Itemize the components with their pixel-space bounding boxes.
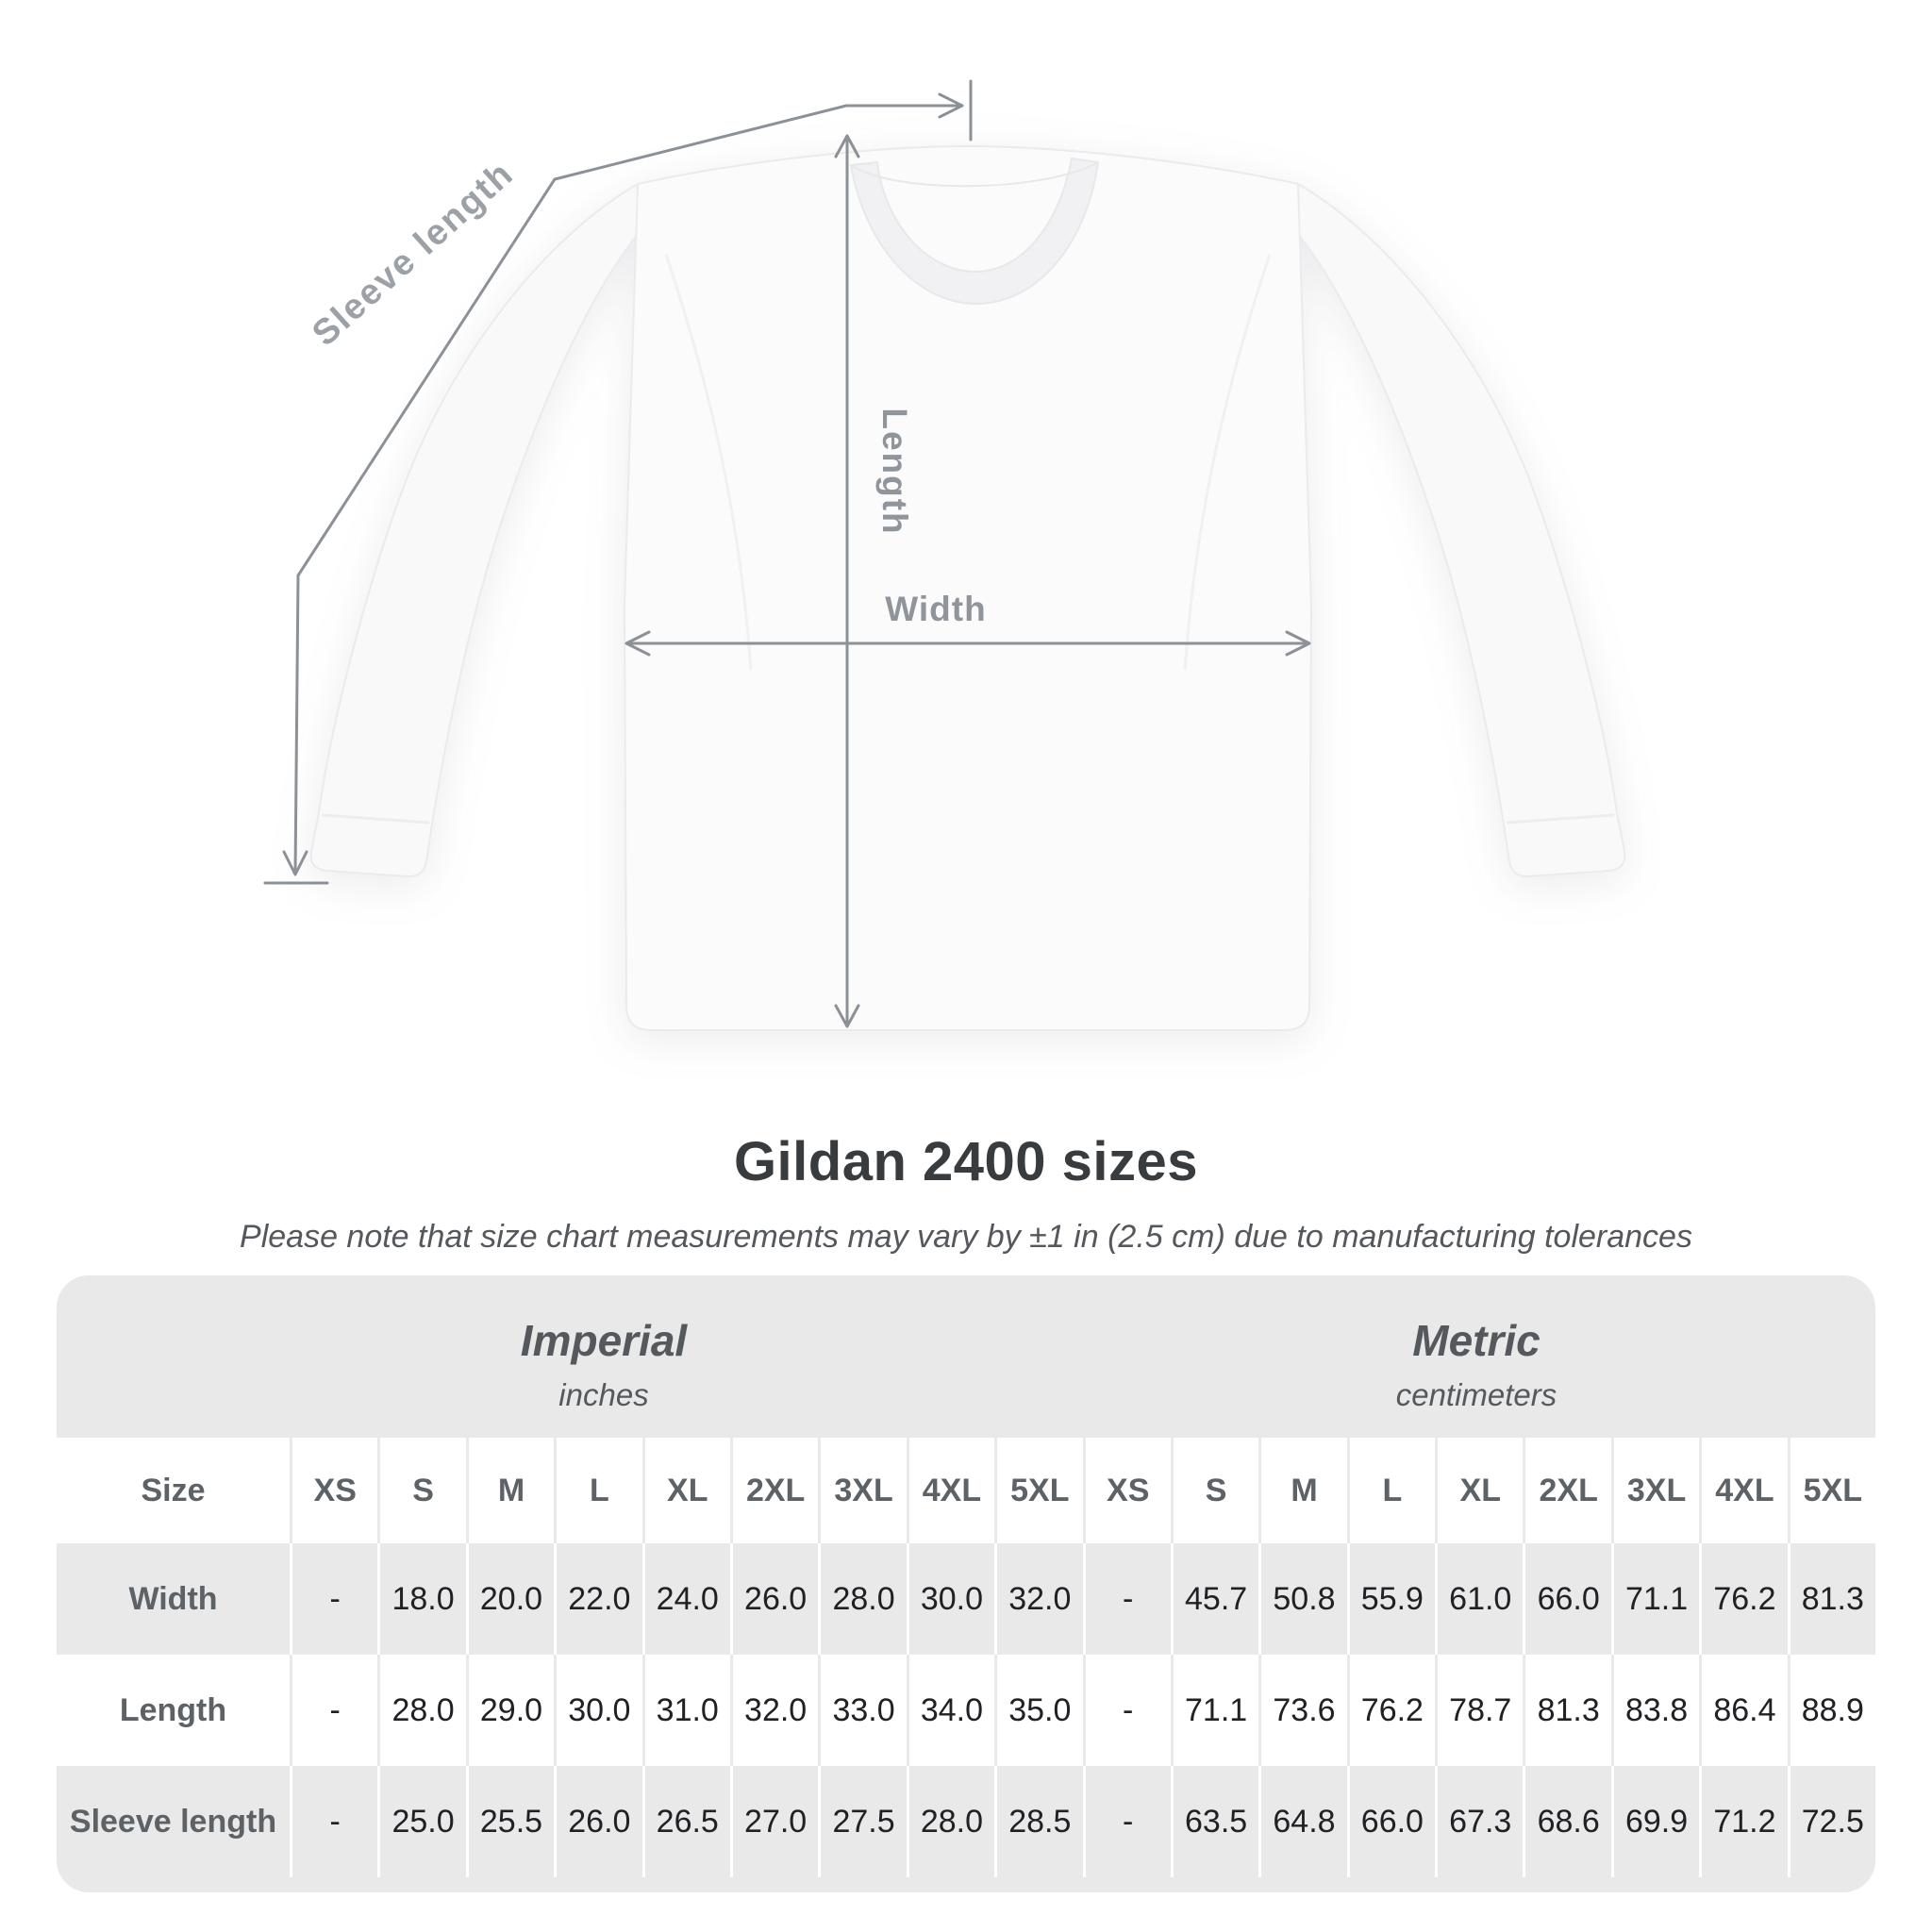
measurement-cell-metric: 83.8 bbox=[1611, 1655, 1699, 1766]
measurement-cell-imperial: 27.0 bbox=[730, 1766, 818, 1877]
measurement-cell-metric: 63.5 bbox=[1171, 1766, 1258, 1877]
size-table-rows bbox=[57, 1438, 1875, 1877]
imperial-unit-header bbox=[521, 1315, 687, 1413]
measurement-cell-metric: 71.1 bbox=[1611, 1543, 1699, 1655]
size-col-header-imperial: XS bbox=[290, 1438, 377, 1543]
size-col-header-imperial: M bbox=[466, 1438, 554, 1543]
size-col-header-metric: XL bbox=[1435, 1438, 1523, 1543]
sleeve-length-dimension-label: Sleeve length bbox=[305, 153, 522, 355]
measurement-cell-imperial: 22.0 bbox=[554, 1543, 641, 1655]
measurement-cell-imperial: 28.0 bbox=[818, 1543, 906, 1655]
metric-unit-label: centimeters bbox=[1395, 1377, 1557, 1412]
measurement-cell-metric: 66.0 bbox=[1523, 1543, 1610, 1655]
measurement-cell-metric: 81.3 bbox=[1788, 1543, 1875, 1655]
measurement-cell-metric: 61.0 bbox=[1435, 1543, 1523, 1655]
measurement-cell-metric: 81.3 bbox=[1523, 1655, 1610, 1766]
unit-header-row bbox=[57, 1275, 1875, 1438]
measurement-cell-imperial: 35.0 bbox=[994, 1655, 1082, 1766]
measurement-cell-metric: 68.6 bbox=[1523, 1766, 1610, 1877]
measurement-cell-metric: 76.2 bbox=[1699, 1543, 1787, 1655]
measurement-cell-metric: 71.1 bbox=[1171, 1655, 1258, 1766]
width-dimension-label: Width bbox=[885, 590, 987, 628]
measurement-cell-metric: 69.9 bbox=[1611, 1766, 1699, 1877]
measurement-cell-imperial: 28.0 bbox=[377, 1655, 465, 1766]
imperial-label: Imperial bbox=[520, 1316, 688, 1365]
size-col-header-metric: 3XL bbox=[1611, 1438, 1699, 1543]
size-col-header-metric: M bbox=[1258, 1438, 1346, 1543]
measurement-cell-imperial: 31.0 bbox=[642, 1655, 730, 1766]
measurement-cell-metric: 50.8 bbox=[1258, 1543, 1346, 1655]
size-col-header-imperial: 2XL bbox=[730, 1438, 818, 1543]
measurement-cell-metric: 66.0 bbox=[1347, 1766, 1435, 1877]
size-col-header-imperial: S bbox=[377, 1438, 465, 1543]
measurement-cell-metric: 71.2 bbox=[1699, 1766, 1787, 1877]
size-col-header-imperial: XL bbox=[642, 1438, 730, 1543]
size-column-header: Size bbox=[141, 1472, 206, 1508]
measurement-cell-metric: - bbox=[1083, 1766, 1171, 1877]
measurement-cell-metric: 73.6 bbox=[1258, 1655, 1346, 1766]
measurement-cell-metric: 86.4 bbox=[1699, 1655, 1787, 1766]
measurement-cell-metric: 78.7 bbox=[1435, 1655, 1523, 1766]
measurement-cell-imperial: 24.0 bbox=[642, 1543, 730, 1655]
imperial-unit-label: inches bbox=[558, 1377, 649, 1412]
measurement-cell-imperial: 34.0 bbox=[907, 1655, 994, 1766]
measurement-cell-imperial: 26.0 bbox=[730, 1543, 818, 1655]
size-header-row bbox=[57, 1438, 1875, 1543]
measurement-cell-imperial: 20.0 bbox=[466, 1543, 554, 1655]
measurement-cell-metric: - bbox=[1083, 1543, 1171, 1655]
measurement-cell-imperial: 30.0 bbox=[554, 1655, 641, 1766]
measurement-cell-imperial: 26.0 bbox=[554, 1766, 641, 1877]
row-label: Length bbox=[119, 1691, 227, 1728]
measurement-cell-imperial: 33.0 bbox=[818, 1655, 906, 1766]
measurement-cell-metric: - bbox=[1083, 1655, 1171, 1766]
measurement-cell-imperial: 29.0 bbox=[466, 1655, 554, 1766]
size-col-header-metric: 4XL bbox=[1699, 1438, 1787, 1543]
measurement-cell-imperial: 25.0 bbox=[377, 1766, 465, 1877]
size-col-header-metric: 2XL bbox=[1523, 1438, 1610, 1543]
size-col-header-metric: 5XL bbox=[1788, 1438, 1875, 1543]
measurement-cell-metric: 76.2 bbox=[1347, 1655, 1435, 1766]
measurement-cell-metric: 88.9 bbox=[1788, 1655, 1875, 1766]
length-dimension-label: Length bbox=[875, 408, 914, 536]
measurement-row bbox=[57, 1766, 1875, 1877]
metric-label: Metric bbox=[1412, 1316, 1541, 1365]
page-title: Gildan 2400 sizes bbox=[733, 1131, 1199, 1192]
size-col-header-imperial: L bbox=[554, 1438, 641, 1543]
measurement-cell-metric: 55.9 bbox=[1347, 1543, 1435, 1655]
size-col-header-imperial: 4XL bbox=[907, 1438, 994, 1543]
long-sleeve-shirt-illustration bbox=[311, 146, 1625, 1030]
size-col-header-metric: S bbox=[1171, 1438, 1258, 1543]
metric-unit-header bbox=[1396, 1315, 1557, 1413]
measurement-cell-metric: 64.8 bbox=[1258, 1766, 1346, 1877]
measurement-row bbox=[57, 1543, 1875, 1655]
measurement-row bbox=[57, 1655, 1875, 1766]
measurement-cell-imperial: 27.5 bbox=[818, 1766, 906, 1877]
row-label: Sleeve length bbox=[69, 1803, 277, 1840]
size-col-header-metric: XS bbox=[1083, 1438, 1171, 1543]
size-col-header-metric: L bbox=[1347, 1438, 1435, 1543]
measurement-cell-imperial: - bbox=[290, 1766, 377, 1877]
measurement-cell-imperial: 28.5 bbox=[994, 1766, 1082, 1877]
tolerance-note: Please note that size chart measurements may vary by ±1 in (2.5 cm) due to manufacturing tolerances bbox=[240, 1219, 1692, 1255]
size-table bbox=[57, 1275, 1875, 1892]
measurement-cell-metric: 72.5 bbox=[1788, 1766, 1875, 1877]
size-col-header-imperial: 3XL bbox=[818, 1438, 906, 1543]
measurement-cell-imperial: - bbox=[290, 1655, 377, 1766]
measurement-cell-metric: 45.7 bbox=[1171, 1543, 1258, 1655]
measurement-cell-imperial: 26.5 bbox=[642, 1766, 730, 1877]
measurement-cell-imperial: 32.0 bbox=[730, 1655, 818, 1766]
row-label: Width bbox=[128, 1580, 218, 1617]
measurement-cell-imperial: 25.5 bbox=[466, 1766, 554, 1877]
measurement-cell-imperial: 30.0 bbox=[907, 1543, 994, 1655]
size-col-header-imperial: 5XL bbox=[994, 1438, 1082, 1543]
measurement-cell-imperial: 18.0 bbox=[377, 1543, 465, 1655]
right-sleeve bbox=[1298, 184, 1624, 876]
measurement-cell-imperial: - bbox=[290, 1543, 377, 1655]
measurement-cell-imperial: 28.0 bbox=[907, 1766, 994, 1877]
measurement-cell-imperial: 32.0 bbox=[994, 1543, 1082, 1655]
measurement-cell-metric: 67.3 bbox=[1435, 1766, 1523, 1877]
